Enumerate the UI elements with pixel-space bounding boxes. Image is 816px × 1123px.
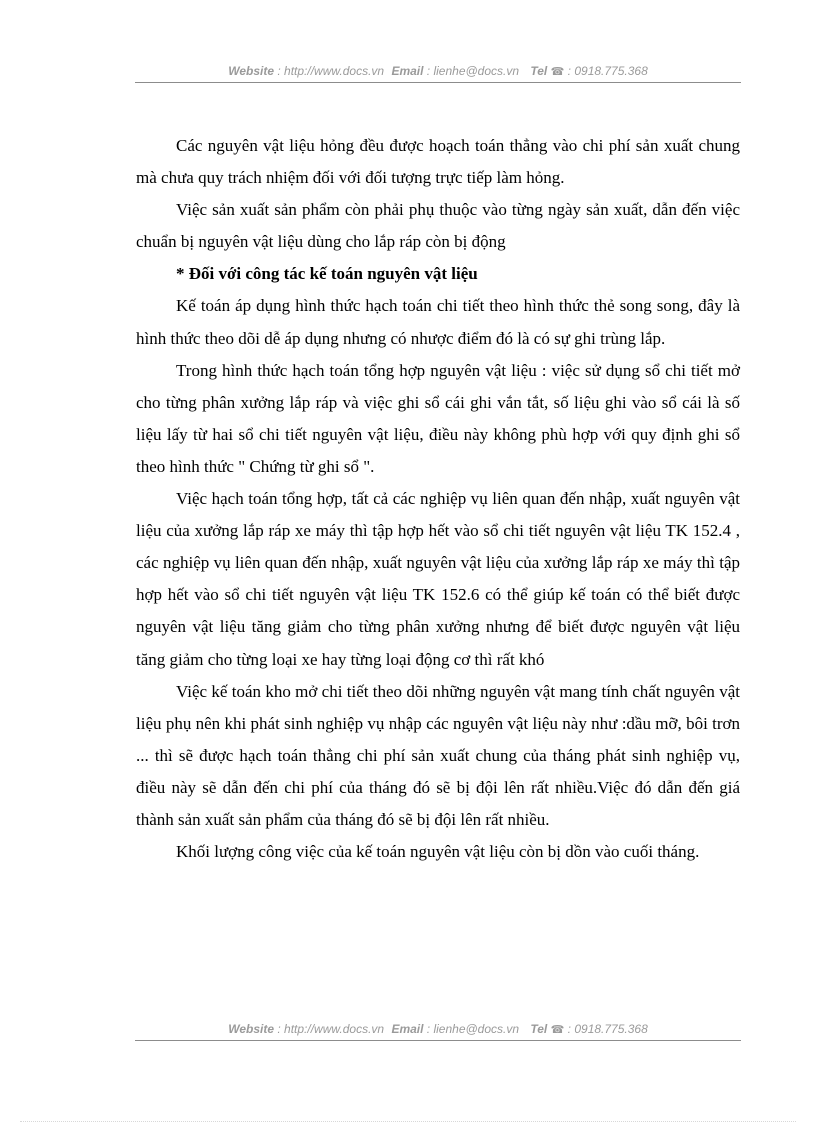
telephone-icon: ☎ — [550, 66, 565, 78]
tel-value: : 0918.775.368 — [567, 64, 648, 78]
page-footer — [135, 1022, 741, 1038]
paragraph-2: Việc sản xuất sản phẩm còn phải phụ thuộc vào từng ngày sản xuất, dẫn đến việc chuẩn bị nguyên vật liệu dùng cho lắp ráp còn bị động — [136, 200, 740, 252]
footer-tel-value: : 0918.775.368 — [567, 1022, 648, 1036]
footer-website-label: Website — [228, 1022, 275, 1036]
email-label: Email — [391, 64, 424, 78]
website-label: Website — [228, 64, 275, 78]
footer-website-link[interactable]: : http://www.docs.vn — [277, 1022, 385, 1036]
footer-tel-label: Tel — [530, 1022, 548, 1036]
header-rule — [135, 82, 741, 83]
tel-label: Tel — [530, 64, 548, 78]
page-bottom-divider — [20, 1121, 796, 1122]
paragraph-4: Trong hình thức hạch toán tổng hợp nguyên vật liệu : việc sử dụng sổ chi tiết mở cho từng phân xưởng lắp ráp và việc ghi sổ cái ghi vắn tắt, số liệu ghi vào sổ cái là số liệu lấy từ hai sổ chi tiết nguyên vật liệu, điều này không phù hợp với quy định ghi sổ theo hình thức " Chứng từ ghi sổ ". — [136, 360, 740, 476]
document-body — [136, 130, 740, 868]
footer-email-link[interactable]: : lienhe@docs.vn — [426, 1022, 520, 1036]
paragraph-5: Việc hạch toán tổng hợp, tất cả các nghiệp vụ liên quan đến nhập, xuất nguyên vật liệu của xưởng lắp ráp xe máy thì tập hợp hết vào sổ chi tiết nguyên vật liệu TK 152.4 , các nghiệp vụ liên quan đến nhập, xuất nguyên vật liệu của xưởng lắp ráp xe máy thì tập hợp hết vào sổ chi tiết nguyên vật liệu TK 152.6 có thể giúp kế toán có thể biết được nguyên vật liệu tăng giảm cho từng phân xưởng nhưng để biết được nguyên vật liệu tăng giảm cho từng loại xe hay từng loại động cơ thì rất khó — [136, 489, 740, 669]
email-link[interactable]: : lienhe@docs.vn — [426, 64, 520, 78]
footer-rule — [135, 1040, 741, 1041]
page-header — [135, 64, 741, 80]
telephone-icon: ☎ — [550, 1024, 565, 1036]
paragraph-6: Việc kế toán kho mở chi tiết theo dõi những nguyên vật mang tính chất nguyên vật liệu phụ nên khi phát sinh nghiệp vụ nhập các nguyên vật liệu này như :dầu mỡ, bôi trơn ... thì sẽ được hạch toán thẳng chi phí sản xuất chung của tháng phát sinh nghiệp vụ, điều này sẽ dẫn đến chi phí của tháng đó sẽ bị đội lên rất nhiều.Việc đó dẫn đến giá thành sản xuất sản phẩm của tháng đó sẽ bị đội lên rất nhiều. — [136, 681, 740, 829]
paragraph-7: Khối lượng công việc của kế toán nguyên vật liệu còn bị dồn vào cuối tháng. — [176, 842, 700, 862]
paragraph-3: Kế toán áp dụng hình thức hạch toán chi tiết theo hình thức thẻ song song, đây là hình thức theo dõi dễ áp dụng nhưng có nhược điểm đó là có sự ghi trùng lắp. — [136, 296, 740, 348]
website-link[interactable]: : http://www.docs.vn — [277, 64, 385, 78]
footer-email-label: Email — [391, 1022, 424, 1036]
paragraph-1: Các nguyên vật liệu hỏng đều được hoạch toán thẳng vào chi phí sản xuất chung mà chưa quy trách nhiệm đối với đối tượng trực tiếp làm hỏng. — [136, 136, 740, 188]
section-heading: * Đối với công tác kế toán nguyên vật liệu — [176, 264, 478, 284]
